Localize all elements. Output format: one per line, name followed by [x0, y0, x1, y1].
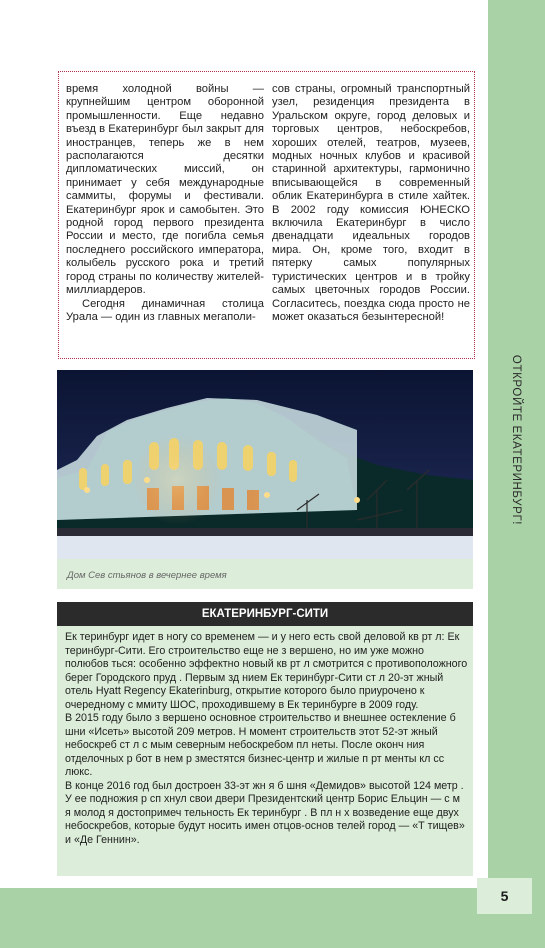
side-title: ОТКРОЙТЕ ЕКАТЕРИНБУРГ! [510, 354, 523, 526]
side-title-container [488, 0, 545, 880]
bottom-band [0, 888, 488, 948]
sidebar-box-text [65, 631, 468, 847]
sidebar-box-header [57, 602, 473, 626]
sidebar-paragraph: В конце 2016 год был достроен 33-эт жн я б шня «Демидов» высотой 124 метр . У ее подножия р сп хнул свои двери Президентский центр Борис Ельцин — с м я молод я достопримеч тельность Ек теринбург . В пл н х возведение еще двух небоскребов, которые будут носить имен отцов-основ телей город — «Т тищев» и «Де Геннин». [65, 779, 465, 846]
sevastyanov-house-photo [57, 370, 473, 559]
intro-paragraph: время холодной войны — крупнейшим центром оборонной промышленности. Еще недавно въезд в Екатеринбург был закрыт для иностранцев, теперь же в нем располагаются десятки дипломатических миссий, он принимает у себя международные саммиты, форумы и фестивали. Екатеринбург ярок и самобытен. Это родной город первого президента России и место, где погибла семья последнего российского императора, колыбель русского рока и третий город страны по количеству жителей-миллиардеров. [66, 83, 264, 297]
intro-paragraph: сов страны, огромный транспортный узел, резиденция президента в Уральском округе, город деловых и торговых центров, небоскребов, хороших отелей, театров, музеев, модных ночных клубов и красивой старинной архитектуры, гармонично вписывающейся в современный облик Екатеринбурга в стиле хайтек. В 2002 году комиссия ЮНЕСКО включила Екатеринбург в число двенадцати идеальных городов мира. Он, кроме того, входит в пятерку самых популярных туристических центров и в тройку самых цветочных городов России. Согласитесь, поездка сюда просто не может оказаться безынтересной! [272, 83, 470, 323]
sidebar-box-title: ЕКАТЕРИНБУРГ-СИТИ [201, 608, 329, 620]
intro-column-left [66, 83, 264, 324]
sidebar-paragraph: В 2015 году было з вершено основное строительство и внешнее остекление б шни «Исеть» высотой 209 метров. Н момент строительств этот 52-эт жный небоскреб ст л с мым северным небоскребом пл неты. После оконч ния отделочных р бот в нем р зместятся бизнес-центр и жилые п рт менты кл сс люкс. [65, 712, 456, 778]
page-number: 5 [500, 888, 509, 904]
intro-column-right [272, 83, 470, 324]
sidebar-paragraph: Ек теринбург идет в ногу со временем — и у него есть свой деловой кв рт л: Ек теринбург-Сити. Его строительство еще не з вершено, но им уже можно полюбов ться: особенно эффектно новый кв рт л смотрится с противоположного берег Городского пруд . Первым зд нием Ек теринбург-Сити ст л 20-эт жный отель Hyatt Regency Ekaterinburg, открытие которого было приурочено к очередному с ммиту ШОС, проходившему в Ек теринбурге в 2009 году. [65, 631, 468, 711]
photo-caption: Дом Сев стьянов в вечернее время [67, 570, 227, 581]
page-number-box [477, 878, 532, 914]
intro-paragraph: Сегодня динамичная столица Урала — один из главных мегаполи- [66, 297, 264, 323]
